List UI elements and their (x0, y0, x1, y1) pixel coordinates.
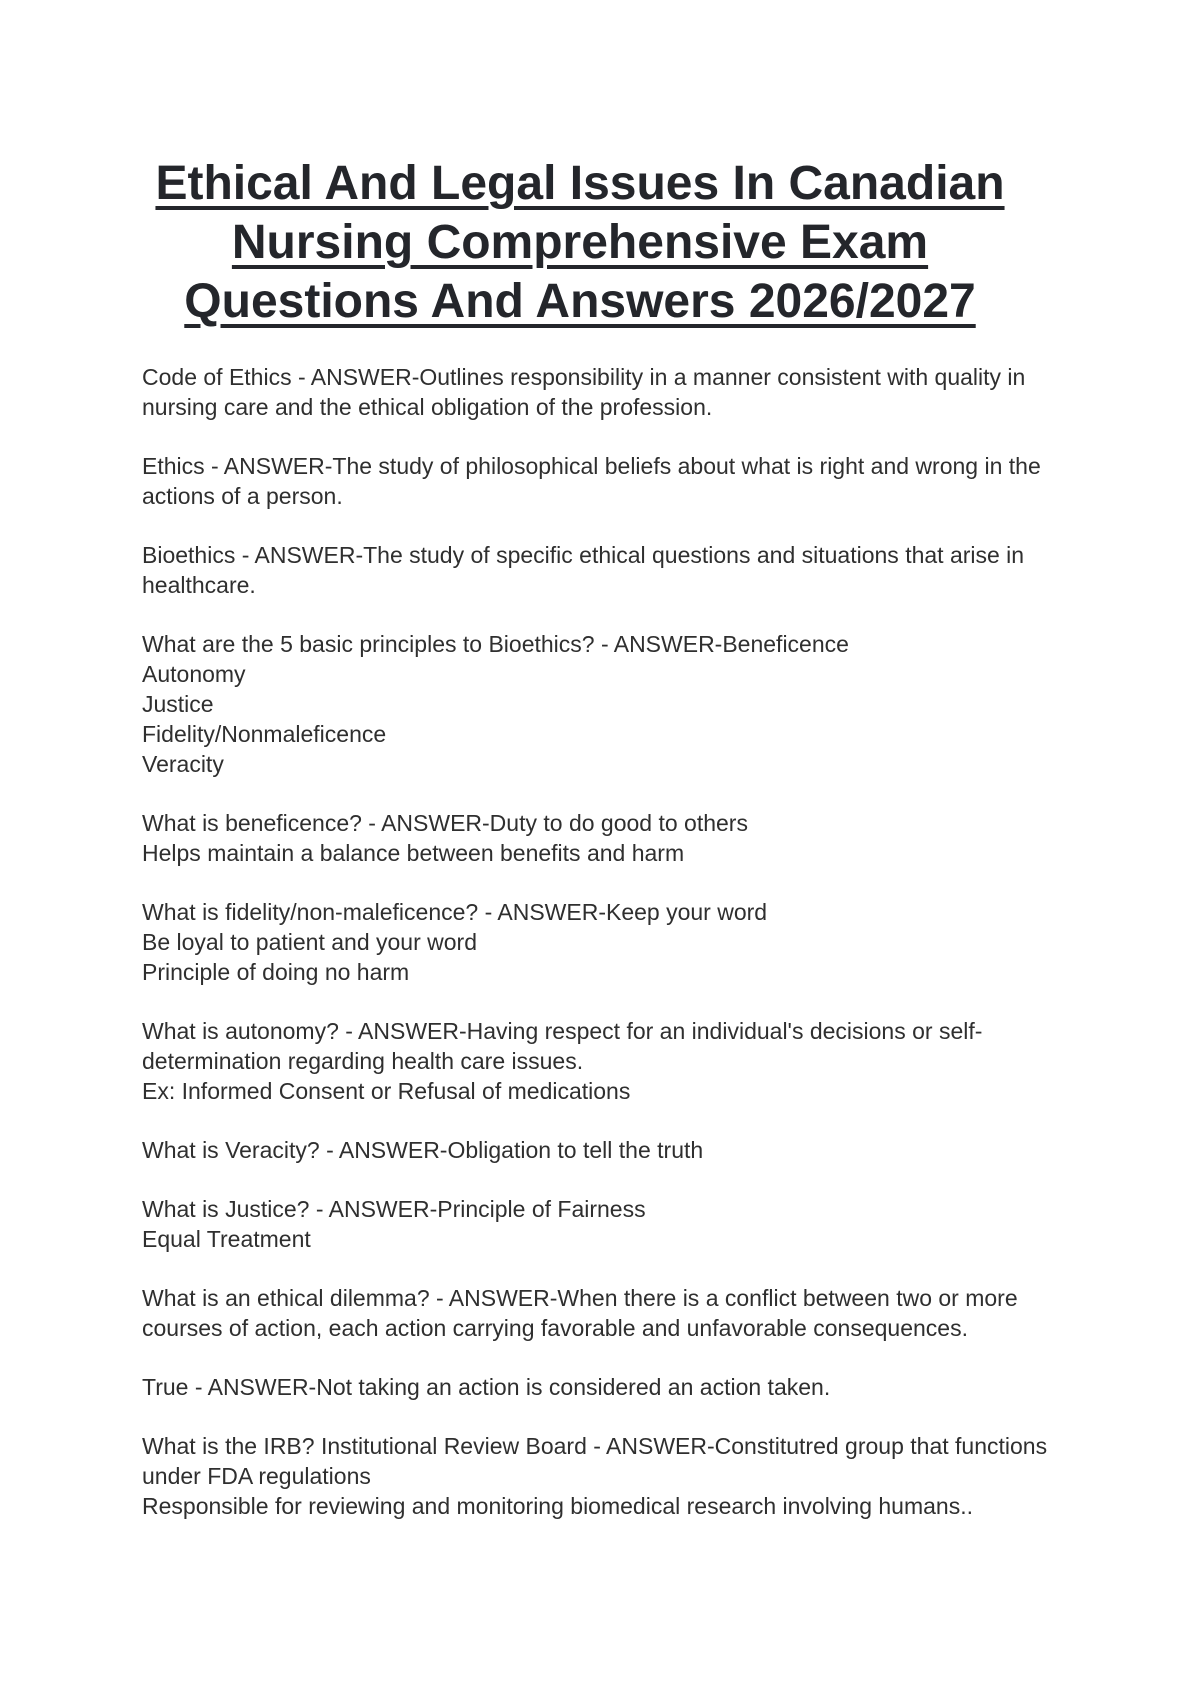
qa-entry: What is the IRB? Institutional Review Board - ANSWER-Constitutred group that functions under FDA regulations Responsible for reviewing and monitoring biomedical research involving humans.. (142, 1433, 1048, 1519)
qa-list (142, 362, 1062, 1550)
qa-entry: Code of Ethics - ANSWER-Outlines responsibility in a manner consistent with quality in nursing care and the ethical obligation of the profession. (142, 364, 1026, 420)
document-title-text: Ethical And Legal Issues In Canadian Nursing Comprehensive Exam Questions And Answers 2026/2027 (155, 157, 1005, 328)
document-title (100, 154, 1060, 331)
qa-entry: What is Veracity? - ANSWER-Obligation to tell the truth (142, 1137, 704, 1163)
qa-entry: True - ANSWER-Not taking an action is considered an action taken. (142, 1374, 831, 1400)
qa-entry: What is an ethical dilemma? - ANSWER-When there is a conflict between two or more courses of action, each action carrying favorable and unfavorable consequences. (142, 1285, 1018, 1341)
qa-entry: What is Justice? - ANSWER-Principle of Fairness Equal Treatment (142, 1196, 646, 1252)
qa-entry: Ethics - ANSWER-The study of philosophical beliefs about what is right and wrong in the actions of a person. (142, 453, 1041, 509)
qa-entry: What is beneficence? - ANSWER-Duty to do good to others Helps maintain a balance between benefits and harm (142, 810, 748, 866)
qa-entry: Bioethics - ANSWER-The study of specific ethical questions and situations that arise in healthcare. (142, 542, 1025, 598)
qa-entry: What is autonomy? - ANSWER-Having respect for an individual's decisions or self-determination regarding health care issues. Ex: Informed Consent or Refusal of medications (142, 1018, 983, 1104)
qa-entry: What are the 5 basic principles to Bioethics? - ANSWER-Beneficence Autonomy Justice Fidelity/Nonmaleficence Veracity (142, 631, 849, 777)
qa-entry: What is fidelity/non-maleficence? - ANSWER-Keep your word Be loyal to patient and your word Principle of doing no harm (142, 899, 768, 985)
